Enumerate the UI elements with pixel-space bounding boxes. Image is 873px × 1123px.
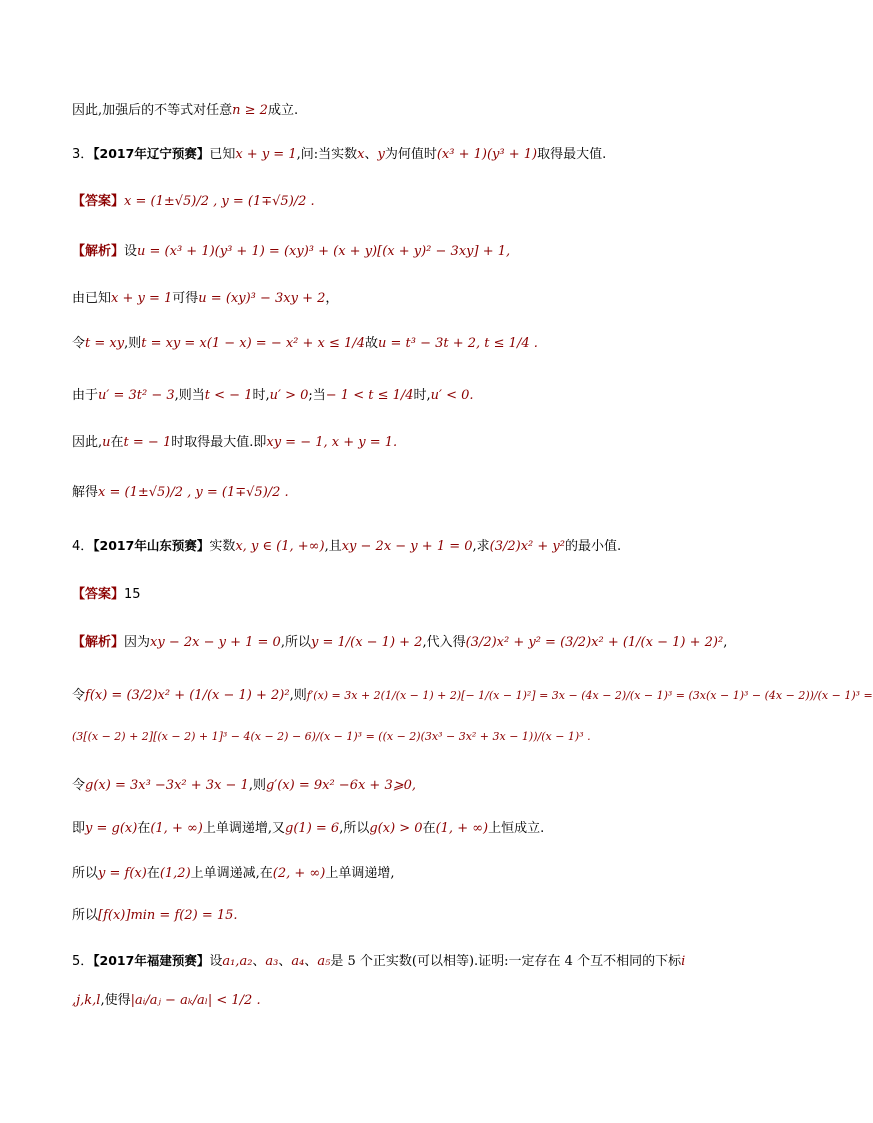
- problem-3-solution-line-4: [72, 387, 754, 405]
- math-expression: a₁,a₂: [222, 954, 253, 969]
- math-expression: xy − 2x − y + 1 = 0: [341, 539, 473, 554]
- problem-4-solution-line-2: [72, 687, 873, 705]
- text-fragment: 故: [364, 336, 378, 351]
- math-expression: a₃: [265, 954, 279, 969]
- math-expression: u: [102, 435, 111, 450]
- text-fragment: 取得最大值.: [537, 147, 607, 162]
- text-fragment: 因为: [124, 635, 151, 650]
- math-expression: x, y ∈ (1, +∞): [235, 539, 325, 554]
- text-fragment: ,则当: [174, 388, 205, 403]
- problem-source: 【2017年山东预赛】: [93, 538, 210, 553]
- text-fragment: 令: [72, 688, 86, 703]
- text-fragment: 已知: [209, 147, 236, 162]
- math-expression: u = (xy)³ − 3xy + 2: [198, 291, 326, 306]
- math-expression: u = t³ − 3t + 2, t ≤ 1/4 .: [377, 336, 538, 351]
- text-fragment: ,所以: [280, 635, 311, 650]
- text-fragment: 设: [124, 244, 138, 259]
- text-fragment: 所以: [72, 908, 99, 923]
- math-expression: x = (1±√5)/2 , y = (1∓√5)/2 .: [124, 194, 315, 209]
- math-expression: xy = − 1, x + y = 1.: [266, 435, 398, 450]
- text-fragment: ;当: [308, 388, 326, 403]
- text-fragment: ,且: [324, 539, 342, 554]
- problem-3-solution-line-5: [72, 434, 754, 452]
- number-label: 15: [124, 587, 141, 602]
- text-fragment: 在: [146, 866, 160, 881]
- problem-5-statement-line-2: [72, 992, 754, 1010]
- problem-5-statement-line-1: [72, 952, 754, 971]
- math-expression: − 1 < t ≤ 1/4: [325, 388, 414, 403]
- text-fragment: ，: [325, 291, 339, 306]
- problem-3-statement: [72, 145, 754, 164]
- problem-4-statement: [72, 537, 754, 556]
- text-line-1: [72, 102, 754, 120]
- math-expression: x + y = 1: [235, 147, 297, 162]
- text-fragment: 上单调递增,: [325, 866, 395, 881]
- math-expression: (3/2)x² + y²: [489, 539, 565, 554]
- text-fragment: 实数: [209, 539, 236, 554]
- text-fragment: 在: [422, 821, 436, 836]
- text-fragment: 是 5 个正实数(可以相等).证明:一定存在 4 个互不相同的下标: [330, 954, 682, 969]
- text-fragment: 时,: [252, 388, 270, 403]
- math-expression: a₄: [291, 954, 305, 969]
- text-fragment: 因此,加强后的不等式对任意: [72, 103, 233, 118]
- text-fragment: 上单调递增,又: [202, 821, 286, 836]
- text-fragment: 上单调递减,在: [190, 866, 273, 881]
- math-expression: g(x) = 3x³ −3x² + 3x − 1: [85, 778, 249, 793]
- text-fragment: 设: [209, 954, 223, 969]
- text-fragment: 令: [72, 778, 86, 793]
- math-expression: ,j,k,l: [72, 993, 101, 1008]
- number-label: 4．: [72, 539, 94, 554]
- text-fragment: ,代入得: [422, 635, 466, 650]
- math-expression: (3[(x − 2) + 2][(x − 2) + 1]³ − 4(x − 2) − 6)/(x − 1)³ = ((x − 2)(3x³ − 3x² + 3x − 1))/(x − 1)³ .: [72, 730, 591, 743]
- text-fragment: 、: [364, 147, 378, 162]
- text-fragment: 所以: [72, 866, 99, 881]
- problem-4-solution-line-6: [72, 865, 754, 883]
- problem-4-solution-line-7: [72, 907, 754, 925]
- math-expression: (2, + ∞): [272, 866, 326, 881]
- math-expression: a₅: [317, 954, 331, 969]
- math-expression: i: [681, 954, 686, 969]
- math-expression: u = (x³ + 1)(y³ + 1) = (xy)³ + (x + y)[(x + y)² − 3xy] + 1,: [137, 244, 511, 259]
- math-expression: g(1) = 6: [285, 821, 340, 836]
- problem-4-solution-line-4: [72, 777, 754, 795]
- text-fragment: 解得: [72, 485, 99, 500]
- text-fragment: 、: [252, 954, 266, 969]
- math-expression: f(x) = (3/2)x² + (1/(x − 1) + 2)²: [85, 688, 290, 703]
- text-fragment: 为何值时: [384, 147, 437, 162]
- problem-source: 【2017年福建预赛】: [93, 953, 210, 968]
- math-expression: (x³ + 1)(y³ + 1): [436, 147, 538, 162]
- text-fragment: 成立.: [267, 103, 299, 118]
- text-fragment: 上恒成立.: [488, 821, 545, 836]
- text-fragment: ,问:当实数: [296, 147, 358, 162]
- problem-4-solution-line-3: [72, 728, 754, 746]
- problem-3-answer: [72, 193, 754, 211]
- math-expression: (1, + ∞): [150, 821, 203, 836]
- math-expression: |aᵢ/aⱼ − aₖ/aₗ| < 1/2 .: [130, 993, 261, 1008]
- problem-4-solution-line-1: [72, 634, 754, 652]
- math-expression: x: [357, 147, 365, 162]
- problem-3-solution-line-3: [72, 335, 754, 353]
- math-expression: y = f(x): [98, 866, 147, 881]
- text-fragment: 时,: [413, 388, 431, 403]
- text-fragment: ,所以: [339, 821, 370, 836]
- section-tag: 【答案】: [72, 194, 125, 209]
- problem-4-solution-line-5: [72, 820, 754, 838]
- problem-source: 【2017年辽宁预赛】: [93, 146, 210, 161]
- text-fragment: ,则: [124, 336, 142, 351]
- text-fragment: 在: [137, 821, 151, 836]
- number-label: 3．: [72, 147, 94, 162]
- math-expression: y = g(x): [85, 821, 138, 836]
- math-expression: (1, + ∞): [435, 821, 489, 836]
- text-fragment: ,求: [472, 539, 490, 554]
- number-label: 5．: [72, 954, 94, 969]
- math-expression: f′(x) = 3x + 2(1/(x − 1) + 2)[− 1/(x − 1)²] = 3x − (4x − 2)/(x − 1)³ = (3x(x − 1)³ − (4x − 2))/(x − 1)³ =: [306, 689, 873, 702]
- text-fragment: 时取得最大值.即: [171, 435, 267, 450]
- math-expression: g′(x) = 9x² −6x + 3⩾0,: [265, 778, 417, 793]
- problem-3-solution-line-2: [72, 290, 754, 308]
- math-expression: y: [377, 147, 385, 162]
- text-fragment: 、: [304, 954, 318, 969]
- math-expression: t = xy = x(1 − x) = − x² + x ≤ 1/4: [141, 336, 365, 351]
- math-expression: xy − 2x − y + 1 = 0: [150, 635, 281, 650]
- math-expression: x = (1±√5)/2 , y = (1∓√5)/2 .: [98, 485, 289, 500]
- math-expression: y = 1/(x − 1) + 2: [310, 635, 423, 650]
- math-expression: u′ = 3t² − 3: [98, 388, 175, 403]
- text-fragment: ,使得: [100, 993, 131, 1008]
- section-tag: 【解析】: [72, 244, 125, 259]
- math-expression: [f(x)]min = f(2) = 15.: [98, 908, 238, 923]
- math-expression: u′ < 0.: [430, 388, 474, 403]
- math-expression: (1,2): [159, 866, 191, 881]
- section-tag: 【答案】: [72, 587, 125, 602]
- text-fragment: 、: [278, 954, 292, 969]
- math-expression: u′ > 0: [269, 388, 309, 403]
- problem-4-answer: [72, 586, 754, 604]
- problem-3-solution-line-6: [72, 484, 754, 502]
- math-expression: (3/2)x² + y² = (3/2)x² + (1/(x − 1) + 2)²: [465, 635, 724, 650]
- math-expression: x + y = 1: [111, 291, 173, 306]
- section-tag: 【解析】: [72, 635, 125, 650]
- text-fragment: ,则: [248, 778, 266, 793]
- math-expression: t < − 1: [204, 388, 253, 403]
- text-fragment: 的最小值.: [564, 539, 622, 554]
- text-fragment: 即: [72, 821, 86, 836]
- problem-3-solution-line-1: [72, 243, 754, 261]
- math-expression: g(x) > 0: [369, 821, 423, 836]
- text-fragment: ,: [723, 635, 728, 650]
- text-fragment: 因此,: [72, 435, 103, 450]
- text-fragment: 可得: [172, 291, 199, 306]
- text-fragment: 由于: [72, 388, 99, 403]
- text-fragment: 在: [110, 435, 124, 450]
- text-fragment: ,则: [289, 688, 307, 703]
- text-fragment: 由已知: [72, 291, 112, 306]
- text-fragment: 令: [72, 336, 86, 351]
- math-expression: t = − 1: [123, 435, 172, 450]
- math-expression: t = xy: [85, 336, 125, 351]
- math-expression: n ≥ 2: [232, 103, 268, 118]
